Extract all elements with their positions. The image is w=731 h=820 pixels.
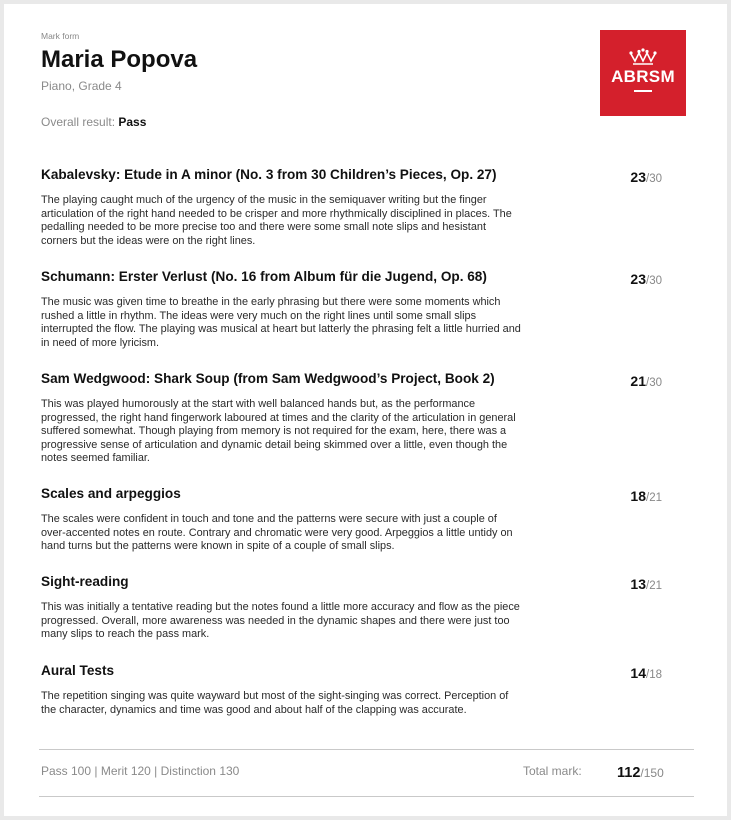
section-out-of: /30: [646, 275, 662, 287]
logo-dash: [634, 90, 652, 92]
section-mark: [630, 169, 662, 185]
section-out-of: /21: [646, 492, 662, 504]
total-out-of: /150: [640, 766, 664, 780]
section-title: Sight-reading: [41, 574, 129, 589]
section-out-of: /30: [646, 377, 662, 389]
section-scales-arpeggios: [41, 486, 691, 554]
grade-thresholds: Pass 100 | Merit 120 | Distinction 130: [41, 764, 240, 778]
section-sight-reading: [41, 574, 691, 642]
section-title: Schumann: Erster Verlust (No. 16 from Album für die Jugend, Op. 68): [41, 269, 487, 284]
section-score: 18: [630, 488, 646, 504]
section-mark: [630, 665, 662, 681]
instrument-grade: Piano, Grade 4: [41, 79, 122, 93]
section-score: 23: [630, 169, 646, 185]
section-score: 23: [630, 271, 646, 287]
section-mark: [630, 373, 662, 389]
abrsm-logo: [600, 30, 686, 116]
section-title: Sam Wedgwood: Shark Soup (from Sam Wedgwood’s Project, Book 2): [41, 371, 495, 386]
section-comment: The repetition singing was quite wayward but most of the sight-singing was correct. Perception of the character, dynamics and time was good and about half of the clapping was accurate.: [41, 690, 509, 716]
section-aural-tests: [41, 663, 691, 717]
section-score: 21: [630, 373, 646, 389]
section-mark: [630, 271, 662, 287]
section-comment: This was played humorously at the start with well balanced hands but, as the performance progressed, the right hand fingerwork laboured at times and the clarity of the articulation in general suffered somewhat. Though playing from memory is not required for the exam, here, there was a progressive sense of articulation and dynamic detail being skimmed over a little, even though the notes seemed familiar.: [41, 398, 516, 465]
section-title: Kabalevsky: Etude in A minor (No. 3 from 30 Children’s Pieces, Op. 27): [41, 167, 497, 182]
section-kabalevsky: [41, 167, 691, 248]
section-score: 13: [630, 576, 646, 592]
mark-form-page: [4, 4, 727, 816]
overall-result-label: Overall result:: [41, 115, 116, 129]
section-comment: The music was given time to breathe in the early phrasing but there were some moments which rushed a little in rhythm. The ideas were very much on the right lines until some small slips interrupted the flow. The playing was musical at heart but latterly the phrasing felt a little hurried and in need of more lyricism.: [41, 296, 521, 349]
overall-result: [41, 115, 146, 129]
footer-top-divider: [39, 749, 694, 750]
total-mark-label: Total mark:: [523, 764, 582, 778]
footer-bottom-divider: [39, 796, 694, 797]
section-wedgwood: [41, 371, 691, 466]
candidate-name: Maria Popova: [41, 46, 198, 73]
section-score: 14: [630, 665, 646, 681]
section-comment: The scales were confident in touch and tone and the patterns were secure with just a couple of over-accented notes en route. Contrary and chromatic were very good. Arpeggios a little untidy on hand turns but the patterns were known in spite of a couple of small slips.: [41, 513, 513, 553]
section-mark: [630, 576, 662, 592]
section-comment: The playing caught much of the urgency of the music in the semiquaver writing but the finger articulation of the right hand needed to be crisper and more rhythmically disciplined in places. The pedalling needed to be more precise too and there were some small note slips and hesistant corners but the ideas were on the right lines.: [41, 194, 512, 247]
section-schumann: [41, 269, 691, 350]
section-out-of: /21: [646, 580, 662, 592]
logo-text: ABRSM: [611, 67, 675, 86]
section-out-of: /30: [646, 173, 662, 185]
section-mark: [630, 488, 662, 504]
section-title: Aural Tests: [41, 663, 115, 678]
form-label: Mark form: [41, 31, 80, 41]
total-score: 112: [617, 765, 641, 781]
section-comment: This was initially a tentative reading but the notes found a little more accuracy and flow as the piece progressed. Overall, more awareness was needed in the dynamic shapes and there were just too many slips to reach the pass mark.: [41, 601, 520, 641]
crown-icon: [628, 48, 658, 66]
section-title: Scales and arpeggios: [41, 486, 181, 501]
total-mark: [617, 765, 664, 781]
section-out-of: /18: [646, 669, 662, 681]
overall-result-value: Pass: [118, 115, 147, 129]
